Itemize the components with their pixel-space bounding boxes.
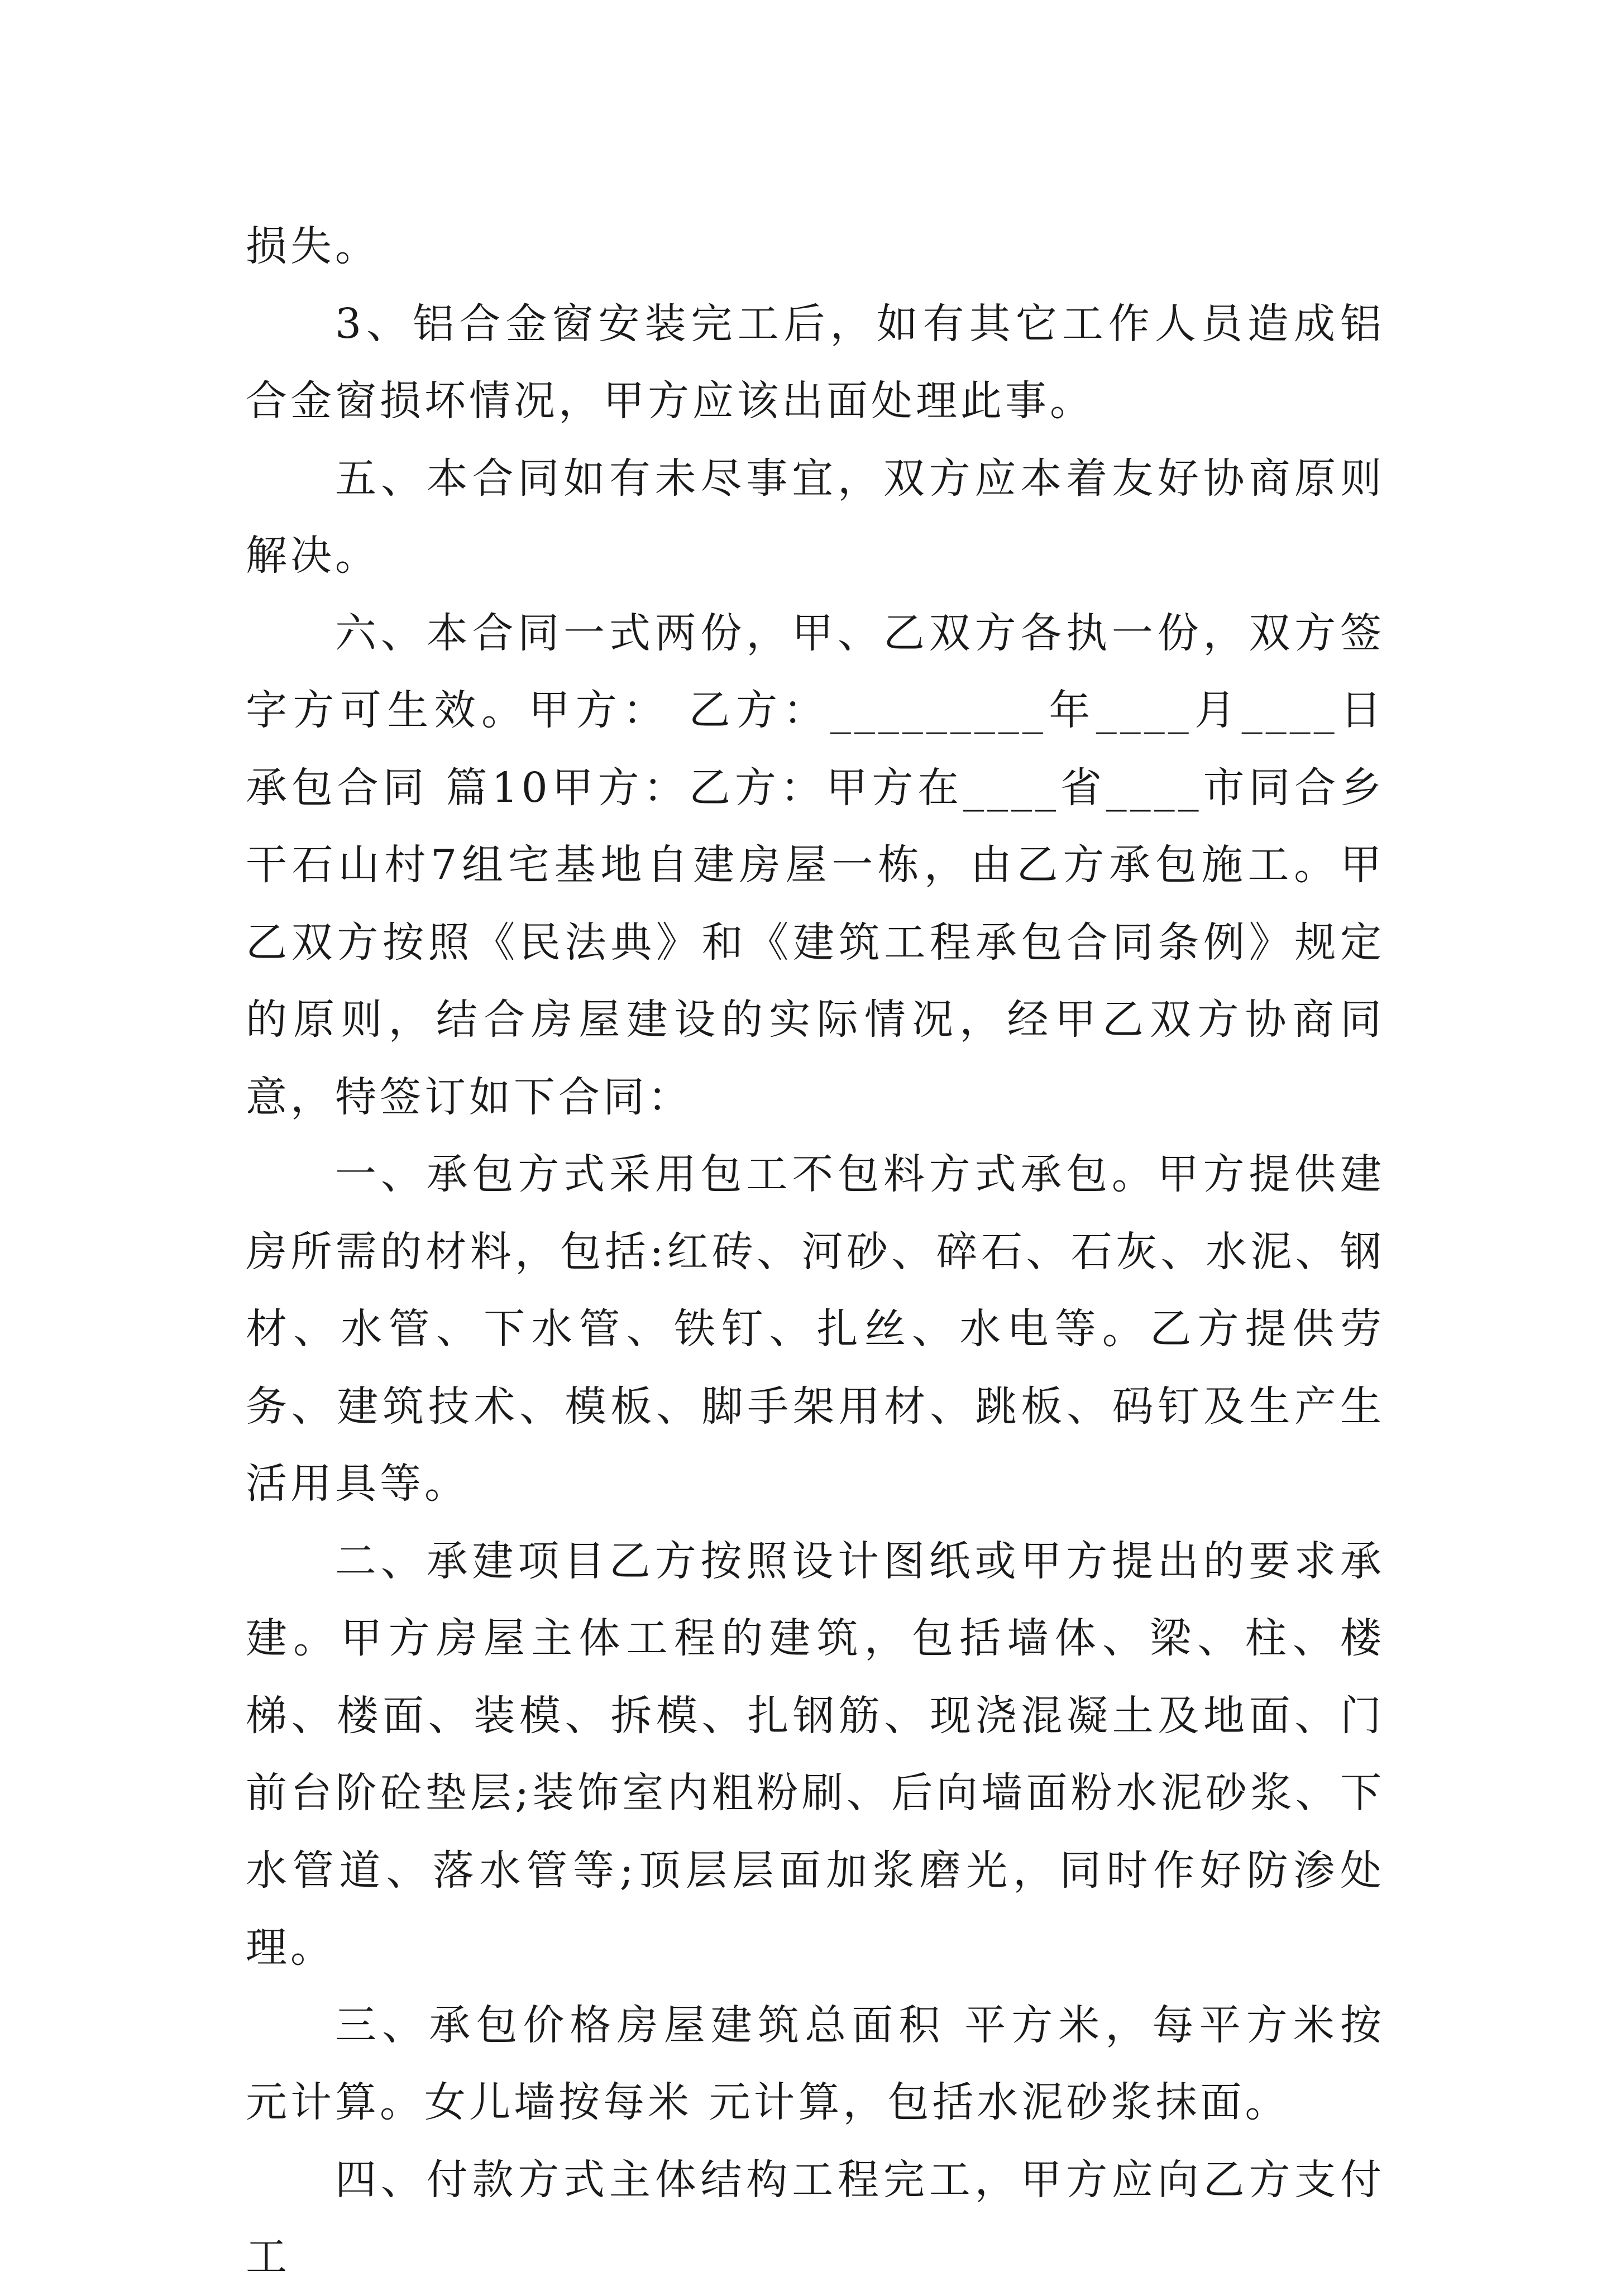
paragraph-clause-5-unresolved-matters: 五、本合同如有未尽事宜，双方应本着友好协商原则解决。 <box>246 454 1385 580</box>
paragraph-clause-1-contract-method: 一、承包方式采用包工不包料方式承包。甲方提供建房所需的材料，包括:红砖、河砂、碎石、石灰、水泥、钢材、水管、下水管、铁钉、扎丝、水电等。乙方提供劳务、建筑技术、模板、脚手架用材、跳板、码钉及生产生活用具等。 <box>246 1150 1385 1508</box>
paragraph-clause-3-window-damage: 3、铝合金窗安装完工后，如有其它工作人员造成铝合金窗损坏情况，甲方应该出面处理此事。 <box>246 299 1385 425</box>
document-body <box>246 208 1385 2296</box>
paragraph-clause-3-contract-price: 三、承包价格房屋建筑总面积 平方米，每平方米按 元计算。女儿墙按每米 元计算，包括水泥砂浆抹面。 <box>246 2001 1385 2126</box>
paragraph-clause-2-construction-items: 二、承建项目乙方按照设计图纸或甲方提出的要求承建。甲方房屋主体工程的建筑，包括墙体、梁、柱、楼梯、楼面、装模、拆模、扎钢筋、现浇混凝土及地面、门前台阶砼垫层;装饰室内粗粉刷、后向墙面粉水泥砂浆、下水管道、落水管等;顶层层面加浆磨光，同时作好防渗处理。 <box>246 1537 1385 1972</box>
paragraph-clause-4-payment-method: 四、付款方式主体结构工程完工，甲方应向乙方支付工 <box>246 2155 1385 2281</box>
paragraph-clause-6-copies-and-contract-10: 六、本合同一式两份，甲、乙双方各执一份，双方签字方可生效。甲方： 乙方：_________年____月____日承包合同 篇10甲方：乙方：甲方在____省____市同合乡干石山村7组宅基地自建房屋一栋，由乙方承包施工。甲乙双方按照《民法典》和《建筑工程承包合同条例》规定的原则，结合房屋建设的实际情况，经甲乙双方协商同意，特签订如下合同： <box>246 609 1385 1121</box>
paragraph-loss-end: 损失。 <box>246 222 380 270</box>
